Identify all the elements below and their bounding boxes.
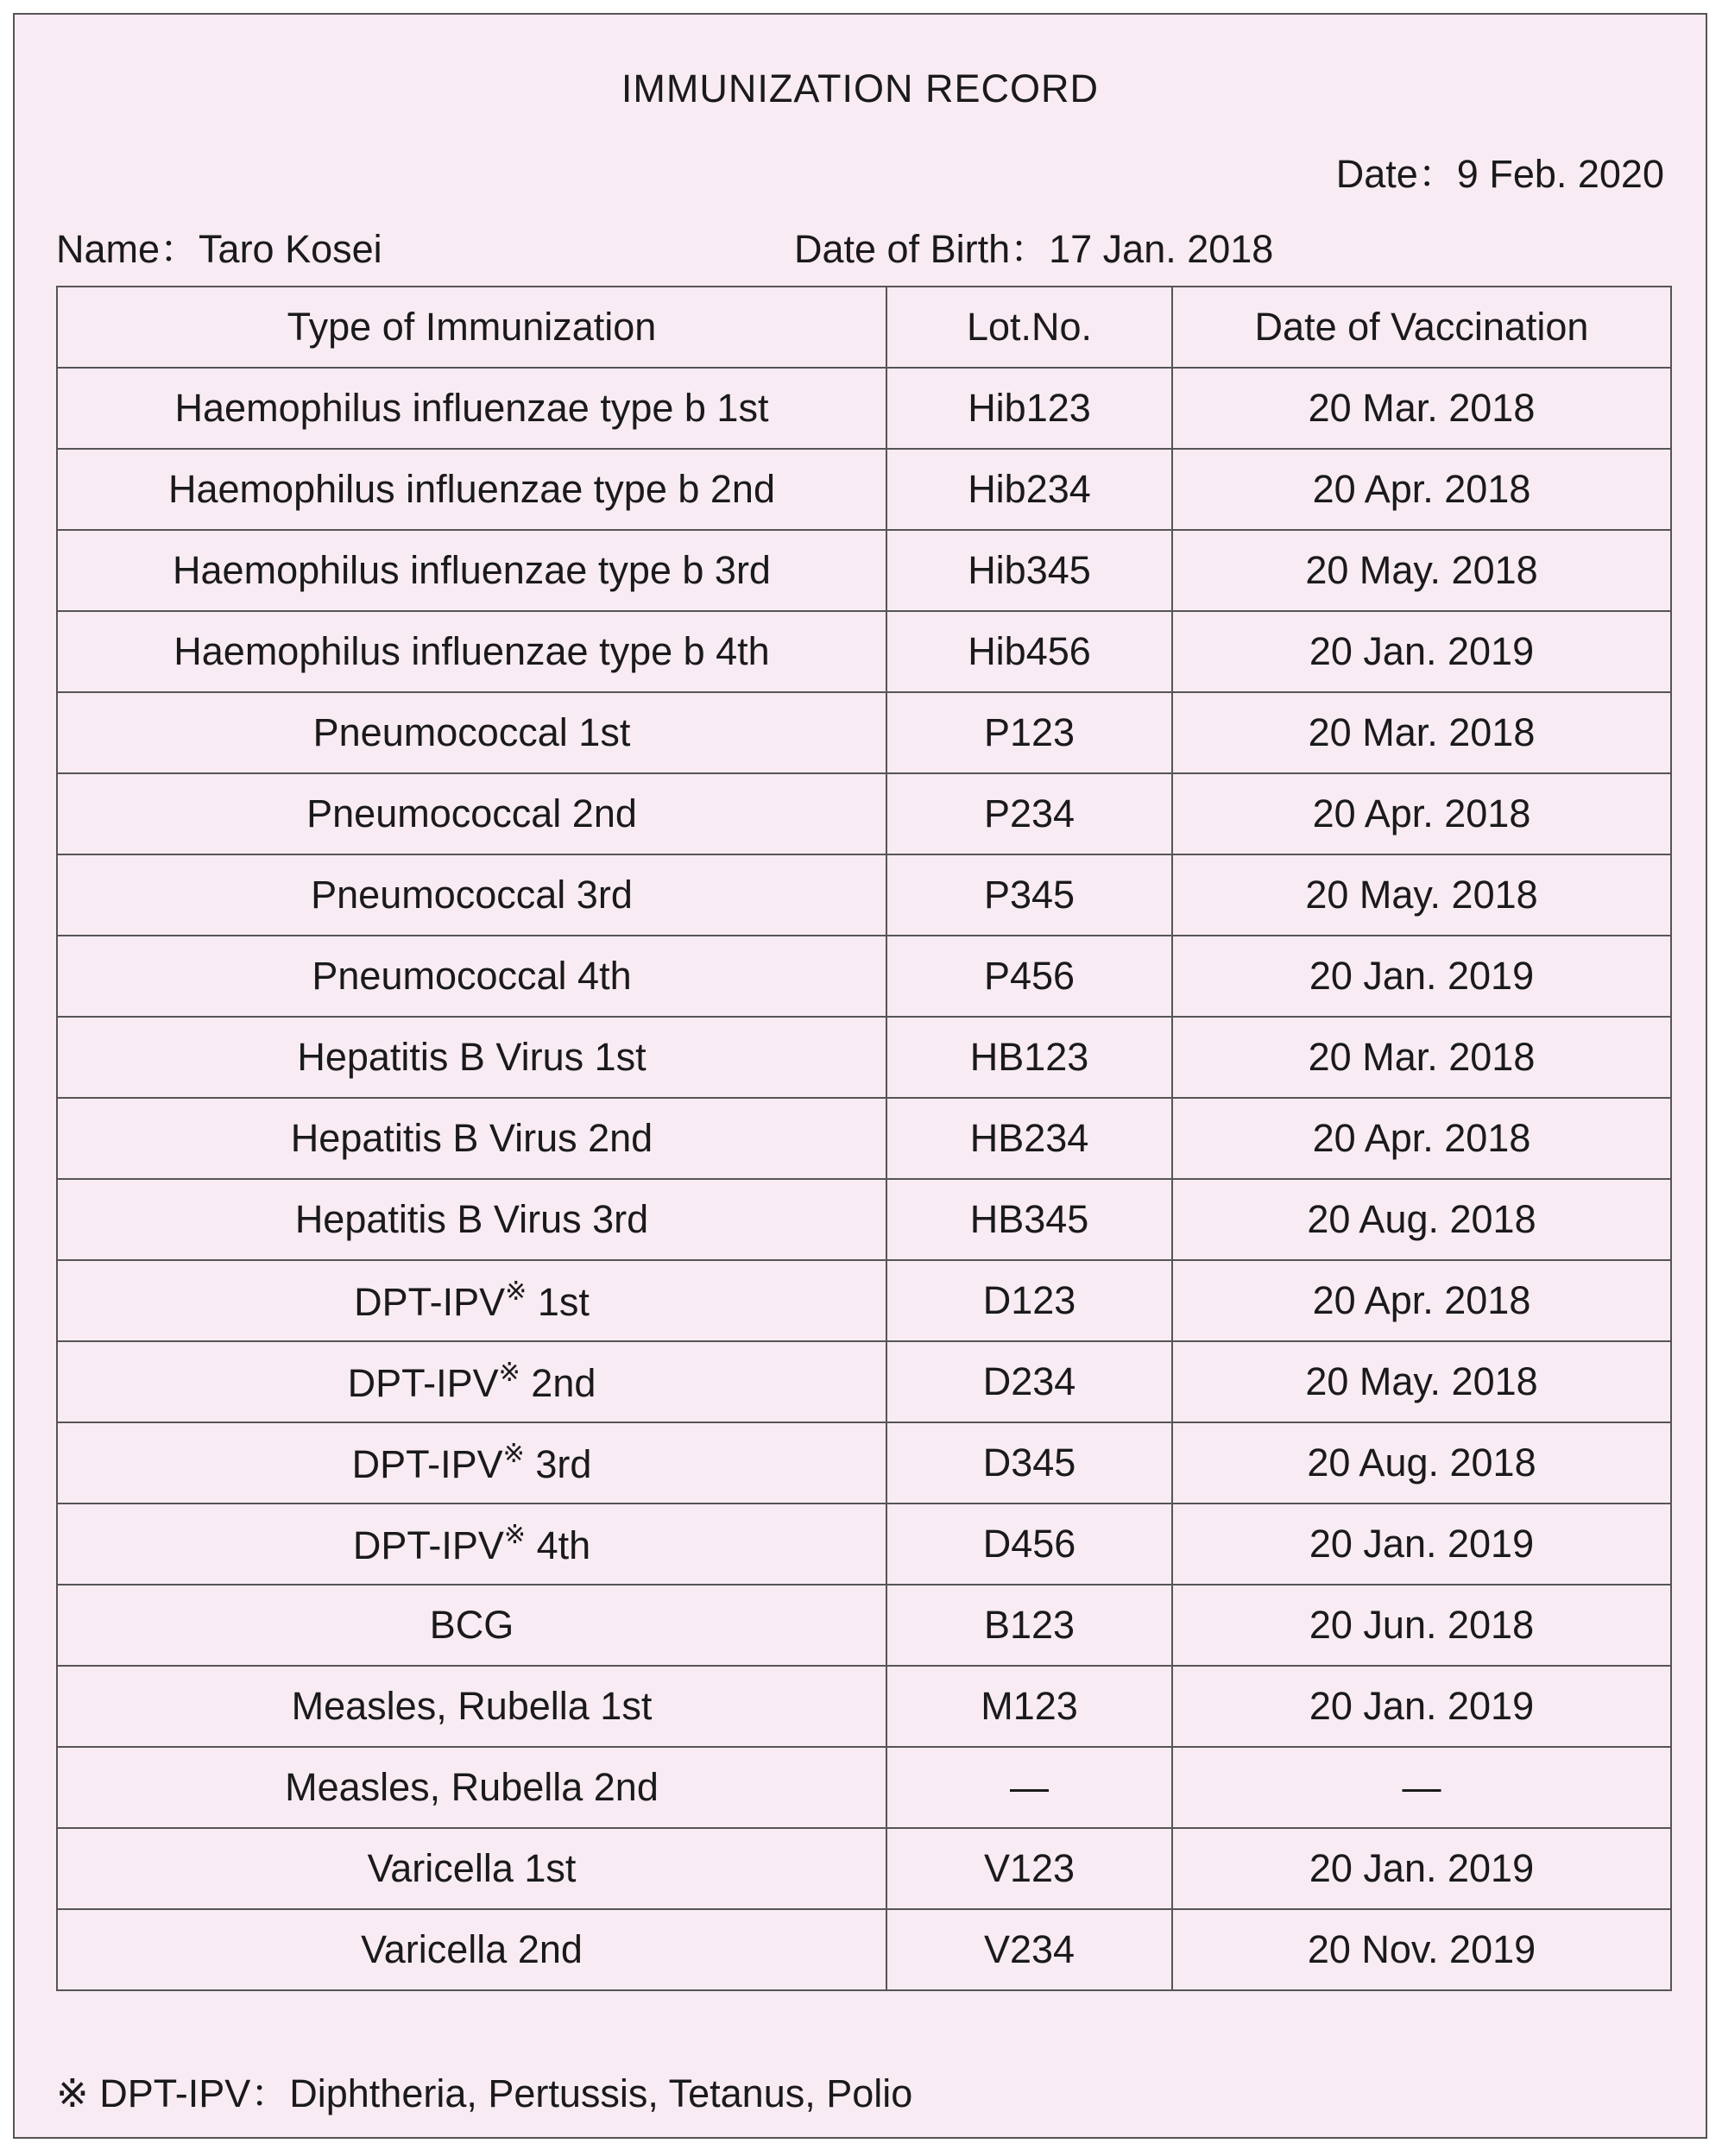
cell-vaccination-date: 20 Apr. 2018: [1172, 1098, 1671, 1179]
table-row: [57, 1504, 1671, 1585]
immunization-type-text: Haemophilus influenzae type b 2nd: [168, 467, 775, 511]
header-type-of-immunization: Type of Immunization: [57, 287, 886, 368]
table-row: [57, 1260, 1671, 1341]
cell-immunization-type: [57, 1909, 886, 1990]
footnote-reference-mark: ※: [505, 1277, 527, 1306]
cell-lot-number: Hib234: [886, 449, 1172, 530]
cell-vaccination-date: 20 Jan. 2019: [1172, 1666, 1671, 1747]
table-row: [57, 1422, 1671, 1504]
table-row: [57, 611, 1671, 692]
cell-immunization-type: [57, 1585, 886, 1666]
cell-vaccination-date: —: [1172, 1747, 1671, 1828]
cell-vaccination-date: 20 Jan. 2019: [1172, 1504, 1671, 1585]
cell-vaccination-date: 20 Apr. 2018: [1172, 1260, 1671, 1341]
dose-number: 3rd: [535, 1442, 592, 1486]
footnote-reference-mark: ※: [503, 1521, 527, 1549]
table-row: [57, 368, 1671, 449]
cell-vaccination-date: 20 Jun. 2018: [1172, 1585, 1671, 1666]
immunization-type-text: Pneumococcal 1st: [312, 710, 631, 754]
cell-immunization-type: [57, 1828, 886, 1909]
cell-lot-number: D456: [886, 1504, 1172, 1585]
cell-vaccination-date: 20 May. 2018: [1172, 854, 1671, 936]
cell-lot-number: P123: [886, 692, 1172, 773]
cell-vaccination-date: 20 Aug. 2018: [1172, 1422, 1671, 1504]
immunization-type-text: Measles, Rubella 1st: [291, 1684, 653, 1728]
cell-vaccination-date: 20 Apr. 2018: [1172, 773, 1671, 854]
issue-date: Date：9 Feb. 2020: [1335, 152, 1664, 196]
immunization-type-text: Hepatitis B Virus 2nd: [290, 1116, 653, 1160]
table-row: [57, 1017, 1671, 1098]
immunization-type-text: Haemophilus influenzae type b 4th: [173, 629, 770, 673]
cell-lot-number: V234: [886, 1909, 1172, 1990]
cell-lot-number: Hib123: [886, 368, 1172, 449]
cell-immunization-type: [57, 692, 886, 773]
cell-lot-number: HB123: [886, 1017, 1172, 1098]
table-row: [57, 1585, 1671, 1666]
table-row: [57, 1747, 1671, 1828]
cell-lot-number: Hib456: [886, 611, 1172, 692]
cell-lot-number: HB234: [886, 1098, 1172, 1179]
header-date-of-vaccination: Date of Vaccination: [1172, 287, 1671, 368]
dose-number: 1st: [537, 1280, 590, 1324]
cell-immunization-type: [57, 368, 886, 449]
cell-lot-number: Hib345: [886, 530, 1172, 611]
table-row: [57, 936, 1671, 1017]
table-row: [57, 854, 1671, 936]
cell-immunization-type: [57, 1098, 886, 1179]
cell-immunization-type: [57, 1260, 886, 1341]
cell-vaccination-date: 20 May. 2018: [1172, 530, 1671, 611]
footnote: ※ DPT-IPV：Diphtheria, Pertussis, Tetanus, Polio: [56, 2071, 913, 2115]
immunization-type-text: DPT-IPV: [354, 1280, 506, 1324]
table-row: [57, 1666, 1671, 1747]
immunization-type-text: Varicella 1st: [367, 1846, 577, 1890]
cell-immunization-type: [57, 530, 886, 611]
cell-immunization-type: [57, 1341, 886, 1422]
immunization-type-text: Hepatitis B Virus 1st: [297, 1035, 647, 1079]
cell-immunization-type: [57, 1017, 886, 1098]
immunization-type-text: Pneumococcal 2nd: [306, 791, 637, 835]
immunization-type-text: Haemophilus influenzae type b 3rd: [173, 548, 771, 592]
immunization-table: [56, 286, 1672, 1991]
immunization-type-text: Measles, Rubella 2nd: [285, 1765, 659, 1809]
cell-vaccination-date: 20 Nov. 2019: [1172, 1909, 1671, 1990]
cell-vaccination-date: 20 Mar. 2018: [1172, 1017, 1671, 1098]
table-body: [57, 368, 1671, 1990]
header-lot-no: Lot.No.: [886, 287, 1172, 368]
footnote-reference-mark: ※: [498, 1359, 520, 1387]
table-row: [57, 773, 1671, 854]
table-row: [57, 692, 1671, 773]
immunization-record-card: [13, 13, 1707, 2139]
cell-vaccination-date: 20 Mar. 2018: [1172, 368, 1671, 449]
immunization-type-text: Hepatitis B Virus 3rd: [294, 1197, 649, 1241]
cell-lot-number: P456: [886, 936, 1172, 1017]
dose-number: 2nd: [531, 1361, 596, 1405]
cell-immunization-type: [57, 449, 886, 530]
table-row: [57, 1098, 1671, 1179]
cell-vaccination-date: 20 Mar. 2018: [1172, 692, 1671, 773]
patient-name: Name：Taro Kosei: [56, 227, 382, 271]
table-row: [57, 1828, 1671, 1909]
cell-lot-number: V123: [886, 1828, 1172, 1909]
cell-lot-number: D234: [886, 1341, 1172, 1422]
cell-vaccination-date: 20 Jan. 2019: [1172, 611, 1671, 692]
document-title: IMMUNIZATION RECORD: [621, 66, 1100, 110]
footnote-reference-mark: ※: [502, 1440, 525, 1468]
cell-lot-number: M123: [886, 1666, 1172, 1747]
cell-vaccination-date: 20 Jan. 2019: [1172, 936, 1671, 1017]
date-of-birth: Date of Birth：17 Jan. 2018: [794, 227, 1274, 271]
cell-immunization-type: [57, 1504, 886, 1585]
cell-vaccination-date: 20 Aug. 2018: [1172, 1179, 1671, 1260]
cell-vaccination-date: 20 Apr. 2018: [1172, 449, 1671, 530]
cell-immunization-type: [57, 854, 886, 936]
immunization-type-text: Pneumococcal 4th: [312, 954, 632, 998]
dose-number: 4th: [536, 1523, 591, 1567]
cell-vaccination-date: 20 Jan. 2019: [1172, 1828, 1671, 1909]
immunization-type-text: Haemophilus influenzae type b 1st: [174, 386, 769, 430]
cell-immunization-type: [57, 1747, 886, 1828]
cell-lot-number: D345: [886, 1422, 1172, 1504]
cell-immunization-type: [57, 611, 886, 692]
immunization-type-text: DPT-IPV: [347, 1361, 499, 1405]
table-row: [57, 1341, 1671, 1422]
cell-immunization-type: [57, 1179, 886, 1260]
immunization-type-text: DPT-IPV: [352, 1523, 504, 1567]
cell-lot-number: B123: [886, 1585, 1172, 1666]
table-row: [57, 1179, 1671, 1260]
cell-immunization-type: [57, 1422, 886, 1504]
cell-immunization-type: [57, 936, 886, 1017]
cell-lot-number: P345: [886, 854, 1172, 936]
table-row: [57, 1909, 1671, 1990]
table-row: [57, 449, 1671, 530]
cell-lot-number: D123: [886, 1260, 1172, 1341]
cell-lot-number: P234: [886, 773, 1172, 854]
cell-lot-number: HB345: [886, 1179, 1172, 1260]
table-header-row: [57, 287, 1671, 368]
immunization-type-text: Pneumococcal 3rd: [311, 873, 633, 917]
cell-immunization-type: [57, 1666, 886, 1747]
immunization-type-text: Varicella 2nd: [361, 1927, 583, 1971]
table-row: [57, 530, 1671, 611]
immunization-type-text: DPT-IPV: [351, 1442, 503, 1486]
cell-lot-number: —: [886, 1747, 1172, 1828]
cell-vaccination-date: 20 May. 2018: [1172, 1341, 1671, 1422]
cell-immunization-type: [57, 773, 886, 854]
immunization-type-text: BCG: [429, 1603, 514, 1647]
